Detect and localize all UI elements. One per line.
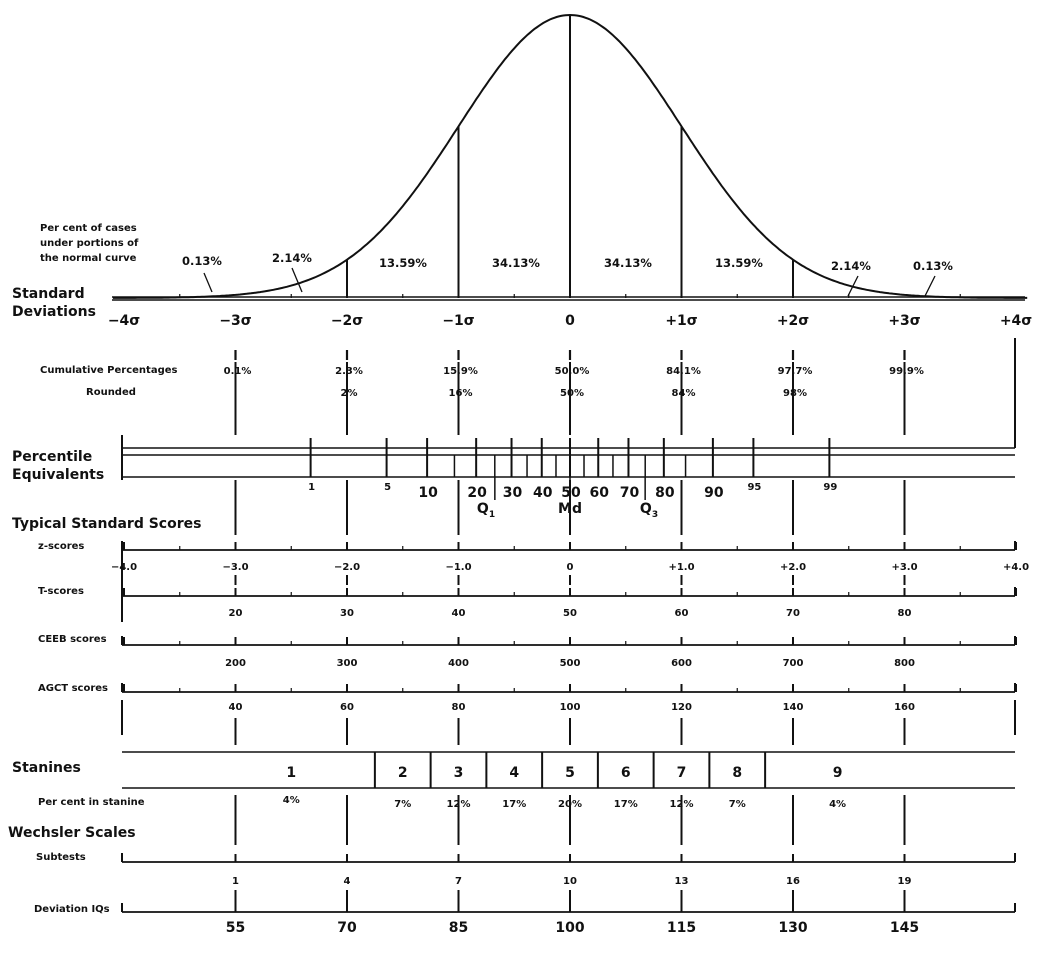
cumulative-value: 97.7% [777,366,813,377]
t-scores-value: 40 [451,608,466,619]
cumulative-label: Cumulative Percentages [40,365,178,376]
cumulative-value: 2.3% [335,366,363,377]
subtests-value: 10 [563,876,577,887]
percentile-label: 1 [308,482,316,493]
sd-tick-label: 0 [565,313,575,329]
agct-scores-label: AGCT scores [38,683,109,694]
subtests-value: 19 [897,876,912,887]
deviation-iq-value: 115 [666,920,697,936]
z-scores-value: +1.0 [668,562,695,573]
agct-scores-value: 100 [559,702,581,713]
deviation-iq-value: 85 [448,920,469,936]
sd-tick-label: +4σ [999,313,1033,329]
stanine-number: 3 [453,765,464,781]
stanine-number: 5 [565,765,575,781]
subtests-value: 1 [232,876,239,887]
deviation-iq-label: Deviation IQs [34,904,110,915]
stanine-number: 9 [832,765,843,781]
stanine-percent-label: Per cent in stanine [38,797,145,808]
t-scores-value: 30 [340,608,354,619]
agct-scores-value: 120 [671,702,692,713]
percentile-label: 10 [418,485,438,501]
percentile-label: 40 [533,485,553,501]
area-pct-1: 0.13% [182,254,222,268]
ceeb-scores-label: CEEB scores [38,634,107,645]
deviation-iq-value: 55 [225,920,246,936]
deviation-iq-value: 145 [889,920,920,936]
area-pct-pointer-1 [204,273,212,292]
percentile-label: 70 [619,485,640,501]
ceeb-scores-value: 600 [671,658,692,669]
area-pct-6: 13.59% [715,256,763,270]
area-pct-pointer-4 [925,276,935,296]
stanine-bands [122,752,1015,810]
ceeb-scores-value: 400 [448,658,469,669]
cumulative-value: 50.0% [554,366,590,377]
area-pct-8: 0.13% [913,259,953,273]
sd-tick-label: −4σ [107,313,141,329]
rounded-value: 98% [783,388,807,399]
cumulative-value: 99.9% [889,366,924,377]
rounded-value: 16% [448,388,473,399]
agct-scores-value: 80 [451,702,466,713]
rounded-label: Rounded [86,387,136,398]
median-label: Md [558,501,582,517]
stanine-percent: 17% [613,799,638,810]
stanine-percent: 7% [394,799,412,810]
wechsler-scales [122,853,1015,936]
deviation-iq-value: 130 [778,920,808,936]
area-pct-4: 34.13% [492,256,540,270]
ceeb-scores-value: 200 [225,658,246,669]
sd-tick-labels [108,313,1032,329]
z-scores-value: +3.0 [891,562,918,573]
ceeb-scores-value: 800 [894,658,915,669]
z-scores-value: −1.0 [445,562,472,573]
stanine-percent: 4% [829,799,847,810]
q1-label: $Q_1$ [476,501,496,520]
percentile-label: 5 [384,482,392,493]
percentile-label: 99 [823,482,838,493]
percentile-label: 90 [704,485,724,501]
stanine-percent: 17% [502,799,527,810]
percentile-label-line-1: Percentile [12,449,93,465]
stanine-percent: 20% [558,799,582,810]
agct-scores-value: 160 [894,702,915,713]
sd-tick-label: +2σ [776,313,810,329]
subtests-value: 4 [343,876,351,887]
t-scores-value: 50 [563,608,577,619]
area-pct-pointer-2 [292,268,302,292]
z-scores-value: −3.0 [222,562,249,573]
z-scores-value: +2.0 [779,562,807,573]
cumulative-markers [224,350,924,399]
subtests-label: Subtests [36,852,86,863]
sd-tick-label: +1σ [665,313,698,329]
percentile-label: 20 [467,485,487,501]
deviation-iq-value: 70 [337,920,357,936]
q3-label: $Q_3$ [639,501,659,520]
standard-score-scales [111,541,1029,713]
area-pct-3: 13.59% [379,256,427,270]
cumulative-value: 15.9% [443,366,478,377]
area-pct-2: 2.14% [272,251,312,265]
stanine-percent: 12% [669,799,694,810]
rounded-value: 50% [560,388,584,399]
ceeb-scores-value: 700 [782,658,804,669]
agct-scores-value: 40 [228,702,243,713]
area-pct-5: 34.13% [604,256,652,270]
area-pct-7: 2.14% [831,259,871,273]
agct-scores-value: 140 [782,702,804,713]
cumulative-value: 0.1% [223,366,252,377]
stanine-percent: 12% [446,799,471,810]
stanine-percent: 7% [728,799,746,810]
z-scores-value: +4.0 [1002,562,1030,573]
z-scores-value: −2.0 [333,562,361,573]
sd-tick-label: −2σ [330,313,364,329]
deviation-iq-value: 100 [555,920,585,936]
stanine-percent: 4% [282,795,300,806]
z-scores-label: z-scores [38,541,85,552]
rounded-value: 2% [340,388,358,399]
percentile-label: 80 [655,485,675,501]
stanines-label: Stanines [12,760,81,776]
z-scores-value: 0 [566,562,574,573]
t-scores-value: 60 [674,608,689,619]
stanine-number: 7 [676,765,687,781]
stanine-number: 1 [286,765,297,781]
percentile-label: 95 [747,482,762,493]
sigma-guide-lines [122,338,1015,905]
sd-tick-label: +3σ [888,313,921,329]
sd-label-line-2: Deviations [12,304,96,320]
agct-scores-value: 60 [340,702,354,713]
t-scores-value: 70 [786,608,800,619]
rounded-value: 84% [671,388,696,399]
wechsler-heading: Wechsler Scales [8,825,136,841]
curve-caption-line-3: the normal curve [40,253,137,264]
ceeb-scores-value: 300 [336,658,358,669]
stanine-number: 6 [620,765,631,781]
t-scores-label: T-scores [38,586,84,597]
standard-scores-heading: Typical Standard Scores [12,516,202,532]
percentile-label: 50 [561,485,581,501]
curve-caption-line-1: Per cent of cases [40,223,137,234]
percentile-label: 30 [502,485,523,501]
curve-caption-line-2: under portions of [40,238,139,249]
sd-tick-label: −3σ [219,313,252,329]
percentile-scale [122,438,1015,501]
percentile-label: 60 [589,485,609,501]
stanine-number: 4 [509,765,520,781]
percentile-label-line-2: Equivalents [12,467,105,483]
t-scores-value: 20 [228,608,243,619]
subtests-value: 13 [674,876,689,887]
subtests-value: 7 [455,876,462,887]
stanine-number: 2 [397,765,408,781]
z-scores-value: −4.0 [110,562,138,573]
subtests-value: 16 [786,876,800,887]
sd-label-line-1: Standard [12,286,85,302]
t-scores-value: 80 [897,608,912,619]
ceeb-scores-value: 500 [559,658,581,669]
stanine-number: 8 [732,765,743,781]
sd-tick-label: −1σ [442,313,475,329]
cumulative-value: 84.1% [666,366,701,377]
